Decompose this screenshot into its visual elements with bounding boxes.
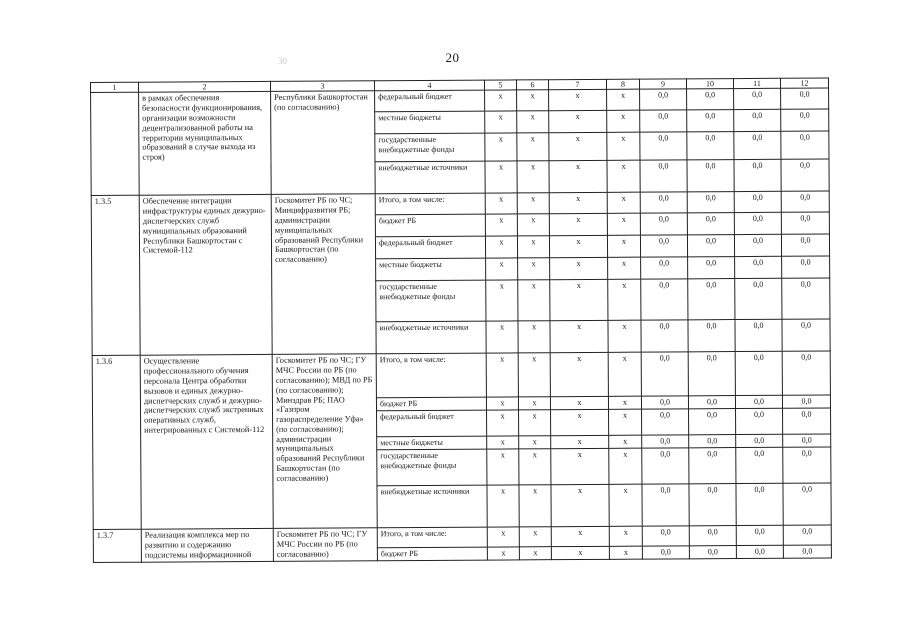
amount-cell: 0,0 bbox=[781, 109, 829, 131]
amount-cell: 0,0 bbox=[781, 191, 829, 212]
na-cell: x bbox=[551, 527, 609, 547]
amount-cell: 0,0 bbox=[687, 213, 734, 235]
column-number: 6 bbox=[516, 80, 548, 91]
amount-cell: 0,0 bbox=[687, 192, 734, 213]
na-cell: x bbox=[517, 111, 549, 133]
amount-cell: 0,0 bbox=[736, 526, 783, 546]
amount-cell: 0,0 bbox=[781, 131, 829, 159]
column-number: 10 bbox=[686, 79, 733, 90]
amount-cell: 0,0 bbox=[736, 448, 783, 484]
funding-source: бюджет РБ bbox=[375, 215, 485, 238]
amount-cell: 0,0 bbox=[640, 235, 687, 257]
amount-cell: 0,0 bbox=[640, 213, 687, 235]
amount-cell: 0,0 bbox=[734, 132, 781, 160]
amount-cell: 0,0 bbox=[642, 448, 689, 484]
na-cell: x bbox=[551, 436, 609, 449]
amount-cell: 0,0 bbox=[641, 352, 688, 396]
na-cell: x bbox=[608, 397, 641, 410]
faint-mark: 30 bbox=[278, 56, 287, 66]
amount-cell: 0,0 bbox=[640, 160, 687, 192]
na-cell: x bbox=[549, 193, 607, 214]
amount-cell: 0,0 bbox=[642, 435, 689, 448]
measure-executor: Республики Башкортостан (по согласованию) bbox=[271, 91, 376, 195]
measure-name: Осуществление профессионального обучения персонала Центра обработки вызовов и единых дежурно-диспетчерских служб и дежурно-диспетчерских служб экстренных оперативных служб, интегрированных с Системой-112 bbox=[140, 355, 273, 530]
na-cell: x bbox=[517, 133, 549, 161]
measure-number bbox=[91, 93, 140, 196]
na-cell: x bbox=[518, 321, 550, 353]
amount-cell: 0,0 bbox=[688, 257, 735, 279]
na-cell: x bbox=[549, 214, 607, 236]
column-number: 5 bbox=[484, 80, 516, 91]
measure-number: 1.3.5 bbox=[91, 196, 140, 356]
na-cell: x bbox=[487, 527, 519, 547]
amount-cell: 0,0 bbox=[735, 279, 782, 320]
amount-cell: 0,0 bbox=[687, 160, 734, 192]
amount-cell: 0,0 bbox=[640, 132, 687, 160]
na-cell: x bbox=[485, 111, 517, 133]
na-cell: x bbox=[609, 485, 642, 527]
amount-cell: 0,0 bbox=[782, 395, 830, 408]
amount-cell: 0,0 bbox=[689, 435, 736, 448]
funding-source: государственные внебюджетные фонды bbox=[376, 281, 486, 323]
na-cell: x bbox=[607, 111, 640, 133]
measure-name: Обеспечение интеграции инфраструктуры единых дежурно-диспетчерских служб муниципальных образований Республики Башкортостан с Системой-112 bbox=[139, 195, 272, 356]
measure-number: 1.3.6 bbox=[92, 356, 141, 530]
measure-executor: Госкомитет РБ по ЧС; ГУ МЧС России по РБ (по согласованию); МВД по РБ (по согласованию); Минздрав РБ; ПАО «Газпром газораспределение Уфа» (по согласованию); администрации муниципальных образований Республики Башкортостан (по согласованию) bbox=[272, 354, 377, 529]
amount-cell: 0,0 bbox=[688, 396, 735, 409]
na-cell: x bbox=[609, 436, 642, 449]
amount-cell: 0,0 bbox=[688, 320, 735, 352]
column-number: 12 bbox=[780, 78, 828, 89]
amount-cell: 0,0 bbox=[689, 448, 736, 484]
column-number: 2 bbox=[139, 81, 271, 92]
funding-source: местные бюджеты bbox=[375, 112, 485, 135]
amount-cell: 0,0 bbox=[783, 434, 831, 447]
na-cell: x bbox=[517, 161, 549, 193]
na-cell: x bbox=[486, 353, 518, 397]
amount-cell: 0,0 bbox=[783, 408, 831, 434]
na-cell: x bbox=[549, 90, 607, 111]
amount-cell: 0,0 bbox=[642, 484, 689, 526]
measure-executor: Госкомитет РБ по ЧС; ГУ МЧС России по РБ (по согласованию) bbox=[273, 528, 377, 562]
amount-cell: 0,0 bbox=[641, 279, 688, 320]
amount-cell: 0,0 bbox=[736, 435, 783, 448]
funding-source: бюджет РБ bbox=[377, 548, 487, 562]
na-cell: x bbox=[550, 353, 608, 397]
na-cell: x bbox=[487, 547, 519, 560]
amount-cell: 0,0 bbox=[781, 234, 829, 256]
na-cell: x bbox=[607, 90, 640, 111]
amount-cell: 0,0 bbox=[734, 192, 781, 213]
na-cell: x bbox=[519, 436, 551, 449]
funding-source: местные бюджеты bbox=[376, 259, 486, 282]
amount-cell: 0,0 bbox=[640, 89, 687, 110]
amount-cell: 0,0 bbox=[687, 89, 734, 110]
amount-cell: 0,0 bbox=[687, 110, 734, 132]
amount-cell: 0,0 bbox=[736, 484, 783, 526]
amount-cell: 0,0 bbox=[735, 396, 782, 409]
amount-cell: 0,0 bbox=[640, 110, 687, 132]
na-cell: x bbox=[485, 161, 517, 193]
na-cell: x bbox=[517, 90, 549, 111]
column-number: 9 bbox=[639, 79, 686, 90]
amount-cell: 0,0 bbox=[689, 409, 736, 435]
amount-cell: 0,0 bbox=[641, 257, 688, 279]
na-cell: x bbox=[519, 449, 551, 485]
na-cell: x bbox=[607, 214, 640, 236]
amount-cell: 0,0 bbox=[734, 110, 781, 132]
measure-executor: Госкомитет РБ по ЧС; Минцифразвития РБ; администрации муниципальных образований Республики Башкортостан (по согласованию) bbox=[271, 194, 376, 355]
na-cell: x bbox=[519, 527, 551, 547]
na-cell: x bbox=[485, 90, 517, 111]
amount-cell: 0,0 bbox=[735, 257, 782, 279]
funding-source: местные бюджеты bbox=[377, 437, 487, 451]
column-number: 4 bbox=[374, 80, 484, 91]
na-cell: x bbox=[517, 214, 549, 236]
na-cell: x bbox=[609, 449, 642, 485]
amount-cell: 0,0 bbox=[689, 526, 736, 546]
amount-cell: 0,0 bbox=[734, 213, 781, 235]
column-number: 8 bbox=[606, 79, 639, 90]
amount-cell: 0,0 bbox=[783, 447, 831, 483]
na-cell: x bbox=[486, 397, 518, 410]
na-cell: x bbox=[487, 485, 519, 527]
amount-cell: 0,0 bbox=[783, 483, 831, 525]
na-cell: x bbox=[550, 321, 608, 353]
amount-cell: 0,0 bbox=[781, 88, 829, 109]
na-cell: x bbox=[487, 410, 519, 436]
amount-cell: 0,0 bbox=[734, 235, 781, 257]
na-cell: x bbox=[551, 485, 609, 527]
amount-cell: 0,0 bbox=[782, 319, 830, 351]
na-cell: x bbox=[487, 449, 519, 485]
column-number: 3 bbox=[270, 81, 374, 92]
funding-source: федеральный бюджет bbox=[375, 237, 485, 260]
measure-number: 1.3.7 bbox=[93, 530, 141, 563]
na-cell: x bbox=[549, 161, 607, 193]
table-body bbox=[91, 88, 832, 562]
na-cell: x bbox=[485, 193, 517, 214]
amount-cell: 0,0 bbox=[782, 278, 830, 319]
na-cell: x bbox=[519, 547, 551, 560]
amount-cell: 0,0 bbox=[736, 546, 783, 559]
na-cell: x bbox=[607, 193, 640, 214]
na-cell: x bbox=[485, 236, 517, 258]
amount-cell: 0,0 bbox=[688, 279, 735, 320]
amount-cell: 0,0 bbox=[688, 352, 735, 396]
na-cell: x bbox=[550, 397, 608, 410]
na-cell: x bbox=[519, 410, 551, 436]
na-cell: x bbox=[549, 133, 607, 161]
amount-cell: 0,0 bbox=[783, 545, 831, 558]
na-cell: x bbox=[550, 280, 608, 321]
amount-cell: 0,0 bbox=[781, 159, 829, 191]
amount-cell: 0,0 bbox=[641, 320, 688, 352]
na-cell: x bbox=[551, 449, 609, 485]
funding-source: федеральный бюджет bbox=[375, 91, 485, 113]
na-cell: x bbox=[517, 193, 549, 214]
measure-name: в рамках обеспечения безопасности функционирования, организации возможности децентрализованной работы на территории муниципальных образований в случае выхода из строя) bbox=[139, 92, 272, 196]
na-cell: x bbox=[549, 111, 607, 133]
na-cell: x bbox=[485, 133, 517, 161]
amount-cell: 0,0 bbox=[782, 256, 830, 278]
na-cell: x bbox=[608, 280, 641, 321]
funding-source: внебюджетные источники bbox=[376, 322, 486, 355]
funding-source: внебюджетные источники bbox=[375, 162, 485, 195]
amount-cell: 0,0 bbox=[783, 525, 831, 545]
funding-source: государственные внебюджетные фонды bbox=[377, 450, 487, 487]
na-cell: x bbox=[519, 485, 551, 527]
na-cell: x bbox=[486, 280, 518, 321]
funding-source: государственные внебюджетные фонды bbox=[375, 134, 485, 163]
amount-cell: 0,0 bbox=[642, 526, 689, 546]
na-cell: x bbox=[487, 436, 519, 449]
column-number: 1 bbox=[91, 82, 139, 93]
na-cell: x bbox=[609, 527, 642, 547]
na-cell: x bbox=[607, 161, 640, 193]
na-cell: x bbox=[486, 321, 518, 353]
amount-cell: 0,0 bbox=[642, 546, 689, 559]
na-cell: x bbox=[609, 410, 642, 436]
amount-cell: 0,0 bbox=[781, 212, 829, 234]
amount-cell: 0,0 bbox=[641, 396, 688, 409]
na-cell: x bbox=[549, 236, 607, 258]
funding-source: бюджет РБ bbox=[376, 398, 486, 412]
na-cell: x bbox=[485, 214, 517, 236]
page-number: 20 bbox=[445, 50, 460, 65]
na-cell: x bbox=[518, 258, 550, 280]
na-cell: x bbox=[517, 236, 549, 258]
column-number: 11 bbox=[733, 78, 780, 89]
na-cell: x bbox=[486, 258, 518, 280]
amount-cell: 0,0 bbox=[734, 160, 781, 192]
amount-cell: 0,0 bbox=[736, 409, 783, 435]
amount-cell: 0,0 bbox=[735, 320, 782, 352]
amount-cell: 0,0 bbox=[640, 192, 687, 213]
na-cell: x bbox=[608, 258, 641, 280]
funding-source: федеральный бюджет bbox=[377, 411, 487, 438]
amount-cell: 0,0 bbox=[734, 89, 781, 110]
funding-source: внебюджетные источники bbox=[377, 486, 487, 529]
funding-source: Итого, в том числе: bbox=[375, 194, 485, 216]
measure-name: Реализация комплекса мер по развитию и содержанию подсистемы информационной bbox=[141, 529, 273, 563]
na-cell: x bbox=[608, 353, 641, 397]
na-cell: x bbox=[608, 321, 641, 353]
na-cell: x bbox=[518, 353, 550, 397]
column-number: 7 bbox=[548, 79, 606, 90]
table-row bbox=[92, 351, 830, 400]
amount-cell: 0,0 bbox=[689, 484, 736, 526]
na-cell: x bbox=[518, 397, 550, 410]
amount-cell: 0,0 bbox=[687, 132, 734, 160]
na-cell: x bbox=[551, 410, 609, 436]
program-measures-table bbox=[90, 77, 832, 563]
na-cell: x bbox=[550, 258, 608, 280]
na-cell: x bbox=[551, 547, 609, 560]
amount-cell: 0,0 bbox=[782, 351, 830, 395]
na-cell: x bbox=[607, 133, 640, 161]
na-cell: x bbox=[607, 236, 640, 258]
amount-cell: 0,0 bbox=[642, 409, 689, 435]
amount-cell: 0,0 bbox=[687, 235, 734, 257]
funding-source: Итого, в том числе: bbox=[376, 354, 486, 399]
amount-cell: 0,0 bbox=[735, 352, 782, 396]
na-cell: x bbox=[518, 280, 550, 321]
amount-cell: 0,0 bbox=[689, 546, 736, 559]
na-cell: x bbox=[609, 547, 642, 560]
funding-source: Итого, в том числе: bbox=[377, 528, 487, 549]
